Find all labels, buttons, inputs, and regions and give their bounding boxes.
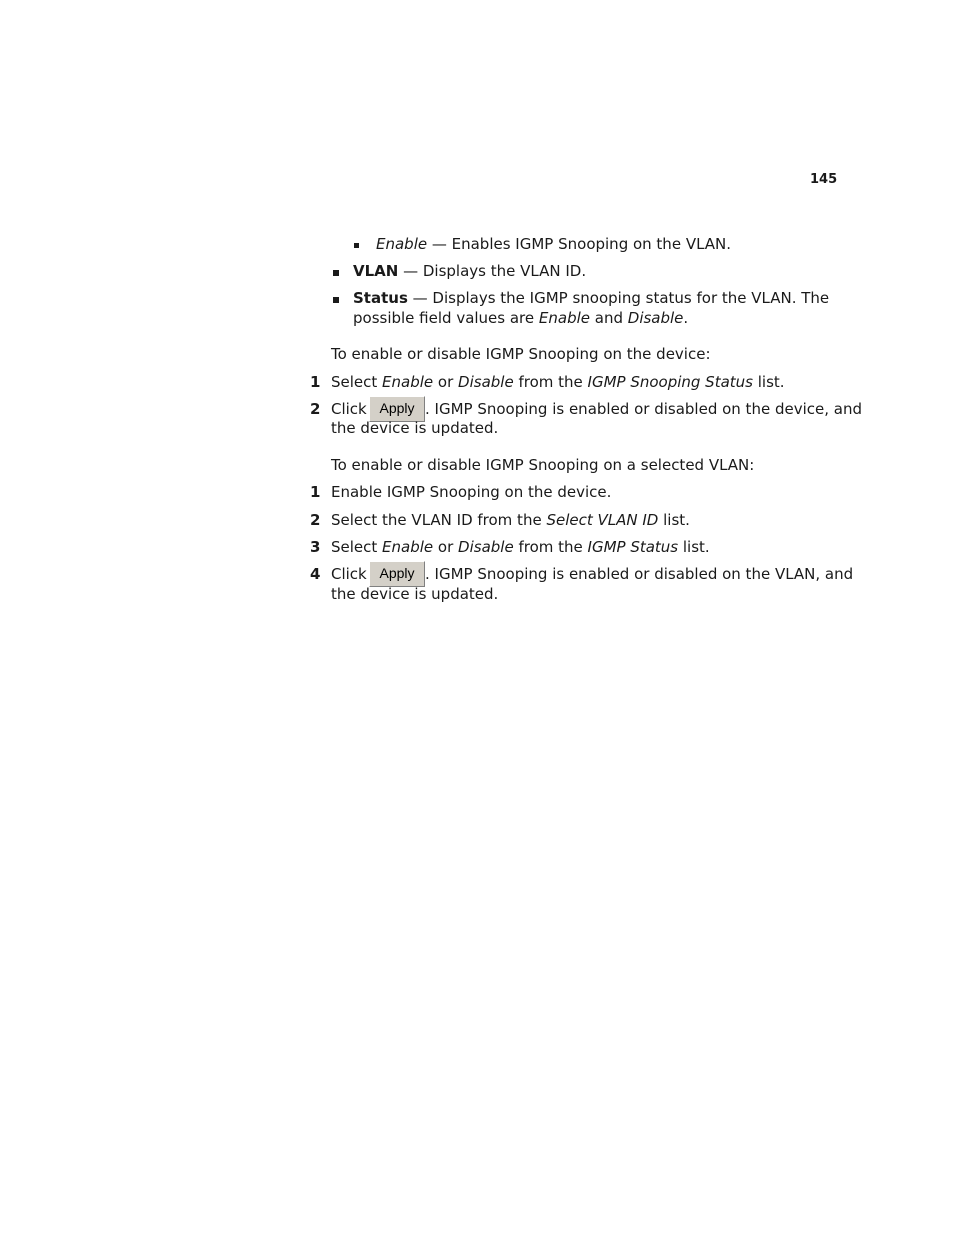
step-italic: Disable: [458, 373, 514, 391]
bullet-status-text: — Displays the IGMP snooping status for the VLAN. The: [407, 289, 830, 307]
apply-button[interactable]: Apply: [369, 561, 425, 587]
bullet-status: [353, 288, 829, 308]
step-number: 4: [310, 565, 321, 583]
step-text: from the: [513, 373, 588, 391]
vlan-step-2: [331, 510, 690, 530]
step-text: list.: [752, 373, 785, 391]
bullet-marker: [354, 243, 359, 248]
term-enable: Enable: [376, 235, 428, 253]
status-and: and: [590, 309, 628, 327]
step-text: or: [433, 538, 459, 556]
term-status: Status: [353, 289, 408, 307]
step-text: or: [433, 373, 459, 391]
page-number: 145: [810, 172, 838, 187]
step-text: list.: [658, 511, 690, 529]
step-text: Select the VLAN ID from the: [331, 511, 547, 529]
step-text: from the: [513, 538, 588, 556]
value-enable: Enable: [538, 309, 590, 327]
vlan-step-4-text: . IGMP Snooping is enabled or disabled on the VLAN, and: [425, 565, 854, 583]
step-italic: Disable: [458, 538, 514, 556]
device-step-2-line2: the device is updated.: [331, 419, 499, 437]
bullet-enable: [376, 234, 731, 254]
step-number: 2: [310, 511, 321, 529]
step-text: Select: [331, 538, 383, 556]
bullet-marker: [333, 270, 339, 276]
value-disable: Disable: [627, 309, 684, 327]
step-italic: Enable: [382, 538, 434, 556]
vlan-step-4-line2: the device is updated.: [331, 585, 499, 603]
bullet-vlan-text: — Displays the VLAN ID.: [398, 262, 587, 280]
term-vlan: VLAN: [353, 262, 399, 280]
step-italic: IGMP Status: [587, 538, 679, 556]
apply-button[interactable]: Apply: [369, 396, 425, 422]
bullet-enable-text: — Enables IGMP Snooping on the VLAN.: [427, 235, 732, 253]
device-step-2-click: Click: [331, 400, 367, 418]
vlan-step-1: Enable IGMP Snooping on the device.: [331, 483, 612, 501]
step-number: 3: [310, 538, 321, 556]
step-number: 2: [310, 400, 321, 418]
bullet-vlan: [353, 261, 586, 281]
vlan-step-3: [331, 537, 710, 557]
step-italic: Enable: [382, 373, 434, 391]
vlan-step-4-click: Click: [331, 565, 367, 583]
step-italic: Select VLAN ID: [546, 511, 659, 529]
vlan-intro: To enable or disable IGMP Snooping on a selected VLAN:: [331, 456, 755, 474]
device-intro: To enable or disable IGMP Snooping on the device:: [331, 345, 711, 363]
bullet-marker: [333, 297, 339, 303]
step-number: 1: [310, 483, 321, 501]
step-italic: IGMP Snooping Status: [587, 373, 753, 391]
step-text: list.: [678, 538, 710, 556]
step-text: Select: [331, 373, 383, 391]
device-step-2-text: . IGMP Snooping is enabled or disabled on the device, and: [425, 400, 862, 418]
device-step-1: [331, 372, 785, 392]
status-line2-prefix: possible field values are: [353, 309, 539, 327]
step-number: 1: [310, 373, 321, 391]
bullet-status-line2: [353, 308, 688, 328]
status-period: .: [683, 309, 689, 327]
